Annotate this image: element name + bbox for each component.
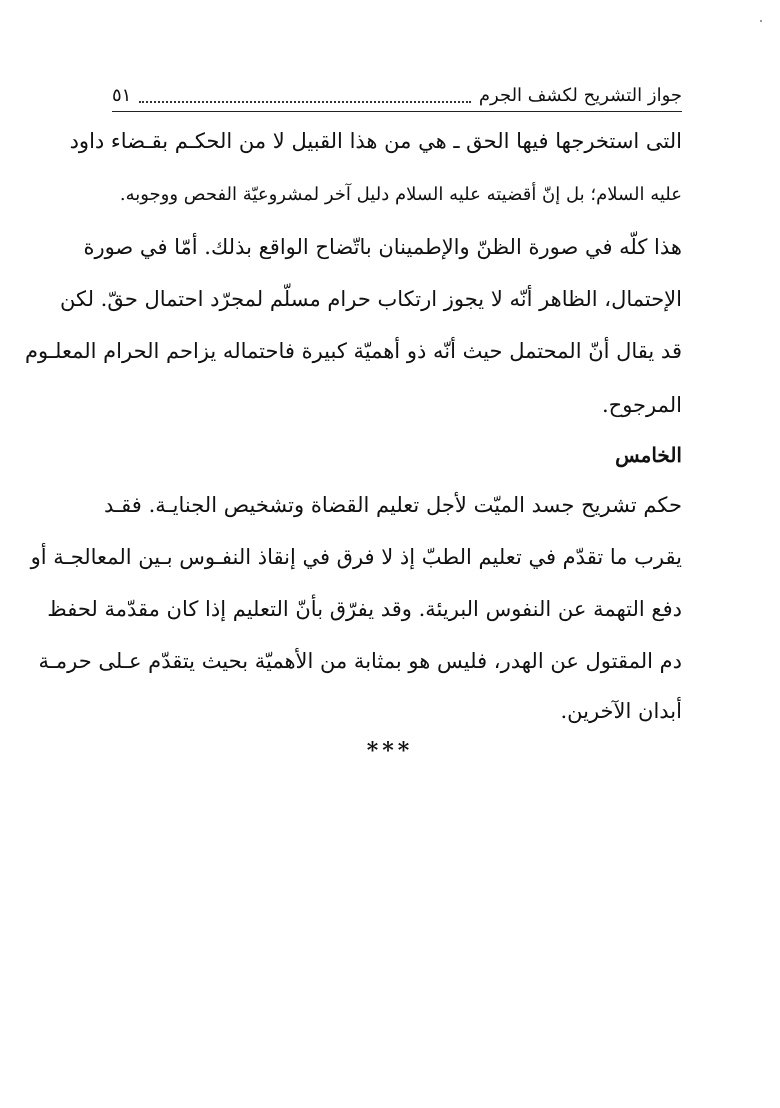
text-line: قد يقال أنّ المحتمل حيث أنّه ذو أهميّة كبيرة فاحتماله يزاحم الحرام المعلـوم <box>25 339 682 363</box>
running-header-title: جواز التشريح لكشف الجرم <box>478 85 682 106</box>
text-line: حكم تشريح جسد الميّت لأجل تعليم القضاة وتشخيص الجنايـة. فقـد <box>104 493 682 517</box>
section-heading: الخامس <box>615 443 682 467</box>
text-line: عليه السلام؛ بل إنّ أقضيته عليه السلام دليل آخر لمشروعيّة الفحص ووجوبه. <box>119 184 682 205</box>
text-line: يقرب ما تقدّم في تعليم الطبّ إذ لا فرق في إنقاذ النفـوس بـين المعالجـة أو <box>30 545 682 569</box>
text-line: المرجوح. <box>601 393 682 417</box>
text-line: التى استخرجها فيها الحق ـ هي من هذا القبيل لا من الحكـم بقـضاء داود <box>69 129 682 153</box>
text-line: دفع التهمة عن النفوس البريئة. وقد يفرّق بأنّ التعليم إذا كان مقدّمة لحفظ <box>47 597 682 621</box>
text-line: أبدان الآخرين. <box>560 699 682 723</box>
running-header <box>112 84 682 112</box>
scan-speck <box>760 20 762 22</box>
page-number: ٥١ <box>112 85 132 106</box>
text-line: هذا كلّه في صورة الظنّ والإطمينان باتّضاح الواقع بذلك. أمّا في صورة <box>83 235 682 259</box>
section-separator: *** <box>366 738 414 764</box>
text-line: دم المقتول عن الهدر، فليس هو بمثابة من الأهميّة بحيث يتقدّم عـلى حرمـة <box>38 649 682 673</box>
leader-dots <box>139 89 471 103</box>
text-line: الإحتمال، الظاهر أنّه لا يجوز ارتكاب حرام مسلّم لمجرّد احتمال حقّ. لكن <box>60 287 682 311</box>
